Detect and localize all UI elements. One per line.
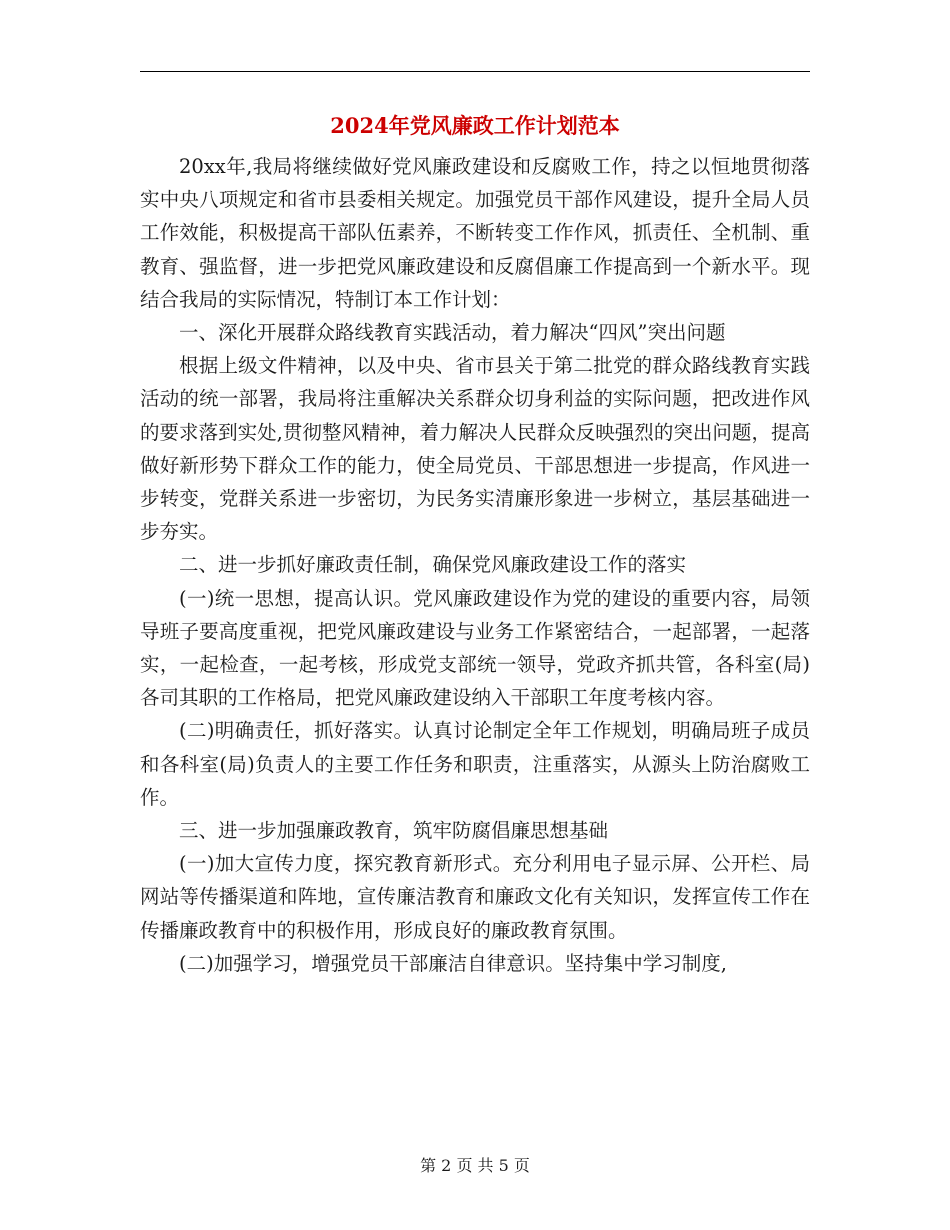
section-heading-3: 三、进一步加强廉政教育，筑牢防腐倡廉思想基础: [179, 819, 609, 843]
page-footer: 第 2 页 共 5 页: [420, 1156, 530, 1175]
paragraph-intro: 20xx年,我局将继续做好党风廉政建设和反腐败工作，持之以恒地贯彻落实中央八项规定和省市县委相关规定。加强党员干部作风建设，提升全局人员工作效能，积极提高干部队伍素养，不断转变工作作风，抓责任、全机制、重教育、强监督，进一步把党风廉政建设和反腐倡廉工作提高到一个新水平。现结合我局的实际情况，特制订本工作计划：: [140, 155, 810, 311]
paragraph: 根据上级文件精神，以及中央、省市县关于第二批党的群众路线教育实践活动的统一部署，我局将注重解决关系群众切身利益的实际问题，把改进作风的要求落到实处,贯彻整风精神，着力解决人民群众反映强烈的突出问题，提高做好新形势下群众工作的能力，使全局党员、干部思想进一步提高，作风进一步转变，党群关系进一步密切，为民务实清廉形象进一步树立，基层基础进一步夯实。: [140, 354, 810, 544]
header-rule: [140, 71, 810, 72]
paragraph: (一)加大宣传力度，探究教育新形式。充分利用电子显示屏、公开栏、局网站等传播渠道和阵地，宣传廉洁教育和廉政文化有关知识，发挥宣传工作在传播廉政教育中的积极作用，形成良好的廉政教育氛围。: [140, 852, 810, 942]
paragraph: (一)统一思想，提高认识。党风廉政建设作为党的建设的重要内容，局领导班子要高度重视，把党风廉政建设与业务工作紧密结合，一起部署，一起落实，一起检查，一起考核，形成党支部统一领导，党政齐抓共管，各科室(局)各司其职的工作格局，把党风廉政建设纳入干部职工年度考核内容。: [140, 586, 810, 710]
document-title: 2024年党风廉政工作计划范本: [330, 113, 620, 138]
section-heading-2: 二、进一步抓好廉政责任制，确保党风廉政建设工作的落实: [179, 553, 687, 577]
section-heading-1: 一、深化开展群众路线教育实践活动，着力解决“四风”突出问题: [179, 321, 726, 345]
paragraph: (二)加强学习，增强党员干部廉洁自律意识。坚持集中学习制度,: [179, 951, 727, 975]
document-body: [140, 150, 810, 980]
paragraph: (二)明确责任，抓好落实。认真讨论制定全年工作规划，明确局班子成员和各科室(局)负责人的主要工作任务和职责，注重落实，从源头上防治腐败工作。: [140, 719, 810, 809]
